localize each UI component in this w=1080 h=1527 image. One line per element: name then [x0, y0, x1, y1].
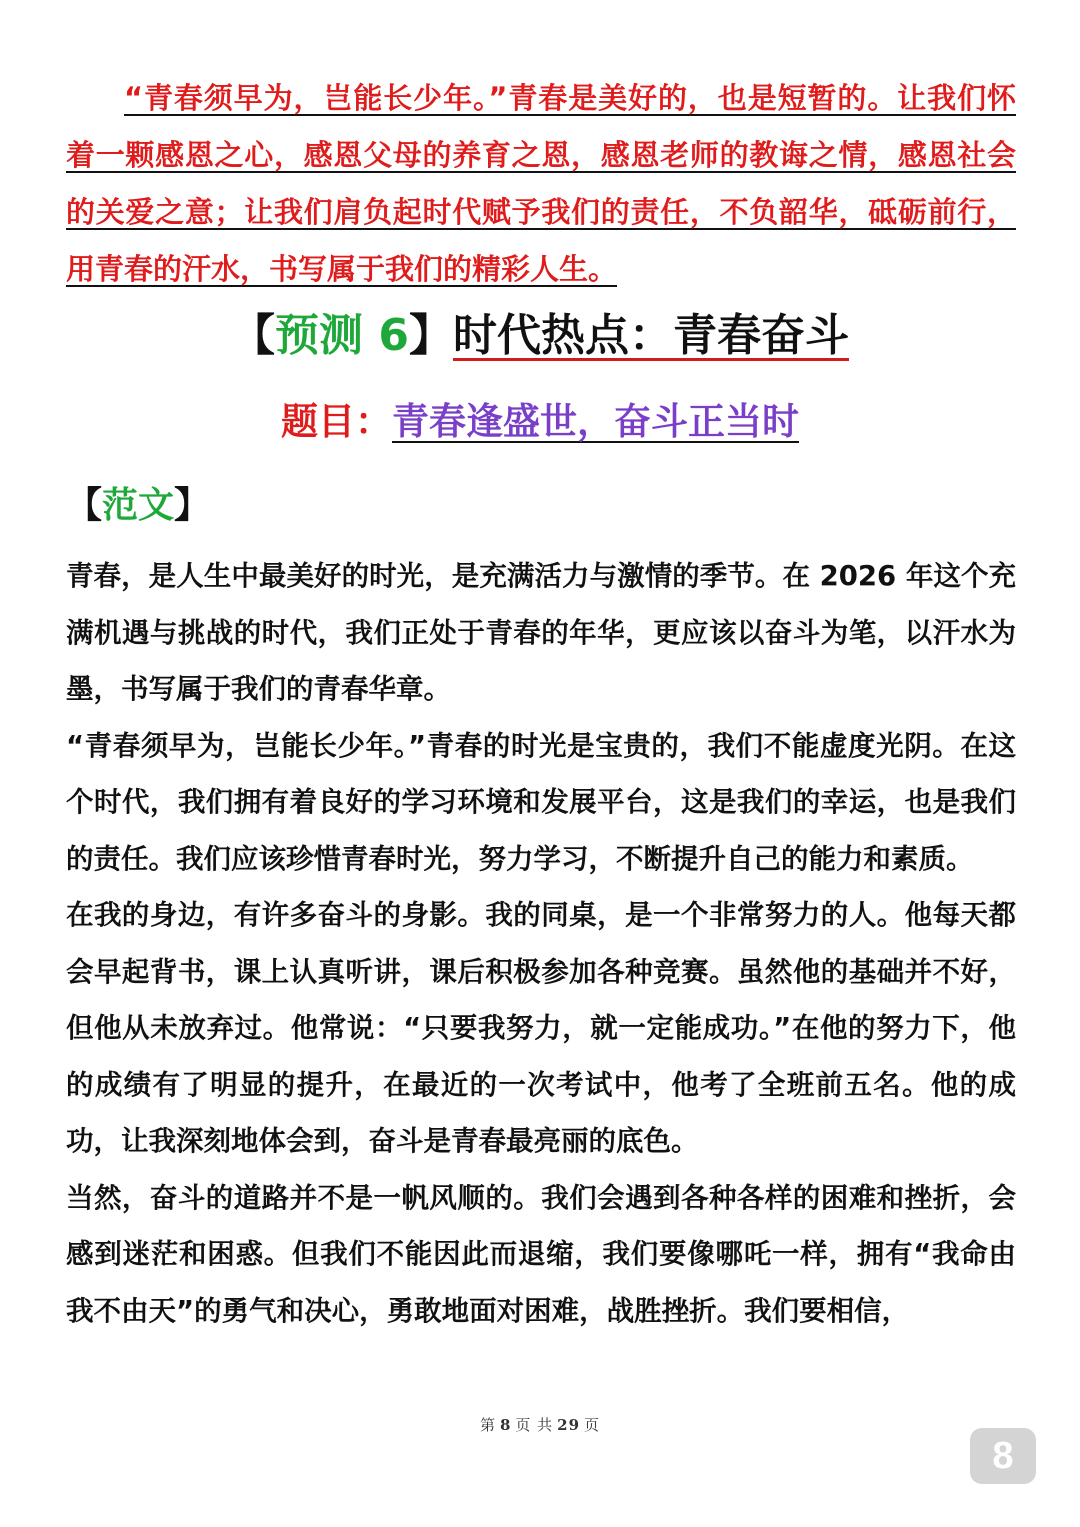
footer-suffix: 页: [584, 1416, 601, 1434]
sample-open-bracket: 【: [66, 485, 103, 526]
footer-middle: 页 共: [515, 1416, 554, 1434]
essay-paragraph: 青春，是人生中最美好的时光，是充满活力与激情的季节。在 2026 年这个充满机遇与挑战的时代，我们正处于青春的年华，更应该以奋斗为笔，以汗水为墨，书写属于我们的青春华章。: [66, 560, 1016, 705]
essay-paragraph: 在我的身边，有许多奋斗的身影。我的同桌，是一个非常努力的人。他每天都会早起背书，课上认真听讲，课后积极参加各种竞赛。虽然他的基础并不好，但他从未放弃过。他常说：“只要我努力，就一定能成功。”在他的努力下，他的成绩有了明显的提升，在最近的一次考试中，他考了全班前五名。他的成功，让我深刻地体会到，奋斗是青春最亮丽的底色。: [66, 899, 1016, 1157]
subject-value: 青春逢盛世，奋斗正当时: [392, 400, 799, 443]
sample-essay-heading: [66, 480, 210, 532]
section-topic: 时代热点：青春奋斗: [452, 310, 849, 361]
sample-close-bracket: 】: [174, 485, 211, 526]
intro-text: “青春须早为，岂能长少年。”青春是美好的，也是短暂的。让我们怀着一颗感恩之心，感恩父母的养育之恩，感恩老师的教诲之情，感恩社会的关爱之意；让我们肩负起时代赋予我们的责任，不负韶华，砥砺前行，用青春的汗水，书写属于我们的精彩人生。: [66, 81, 1016, 286]
section-title: [0, 306, 1080, 366]
subject-label: 题目：: [281, 400, 392, 443]
essay-body: [66, 548, 1016, 1339]
section-close-bracket: 】: [408, 310, 453, 361]
footer-total-pages: 29: [557, 1416, 581, 1434]
prediction-label: 预测 6: [275, 310, 409, 361]
page-footer: [0, 1414, 1080, 1435]
sample-label: 范文: [102, 485, 175, 526]
essay-paragraph: “青春须早为，岂能长少年。”青春的时光是宝贵的，我们不能虚度光阴。在这个时代，我们拥有着良好的学习环境和发展平台，这是我们的幸运，也是我们的责任。我们应该珍惜青春时光，努力学习，不断提升自己的能力和素质。: [66, 729, 1016, 875]
intro-paragraph: [66, 70, 1016, 298]
page-number-badge: 8: [970, 1428, 1036, 1484]
section-open-bracket: 【: [231, 310, 276, 361]
essay-subject: [0, 394, 1080, 450]
footer-current-page: 8: [499, 1416, 512, 1434]
footer-prefix: 第: [479, 1416, 496, 1434]
essay-paragraph: 当然，奋斗的道路并不是一帆风顺的。我们会遇到各种各样的困难和挫折，会感到迷茫和困惑。但我们不能因此而退缩，我们要像哪吒一样，拥有“我命由我不由天”的勇气和决心，勇敢地面对困难，战胜挫折。我们要相信，: [66, 1181, 1016, 1327]
